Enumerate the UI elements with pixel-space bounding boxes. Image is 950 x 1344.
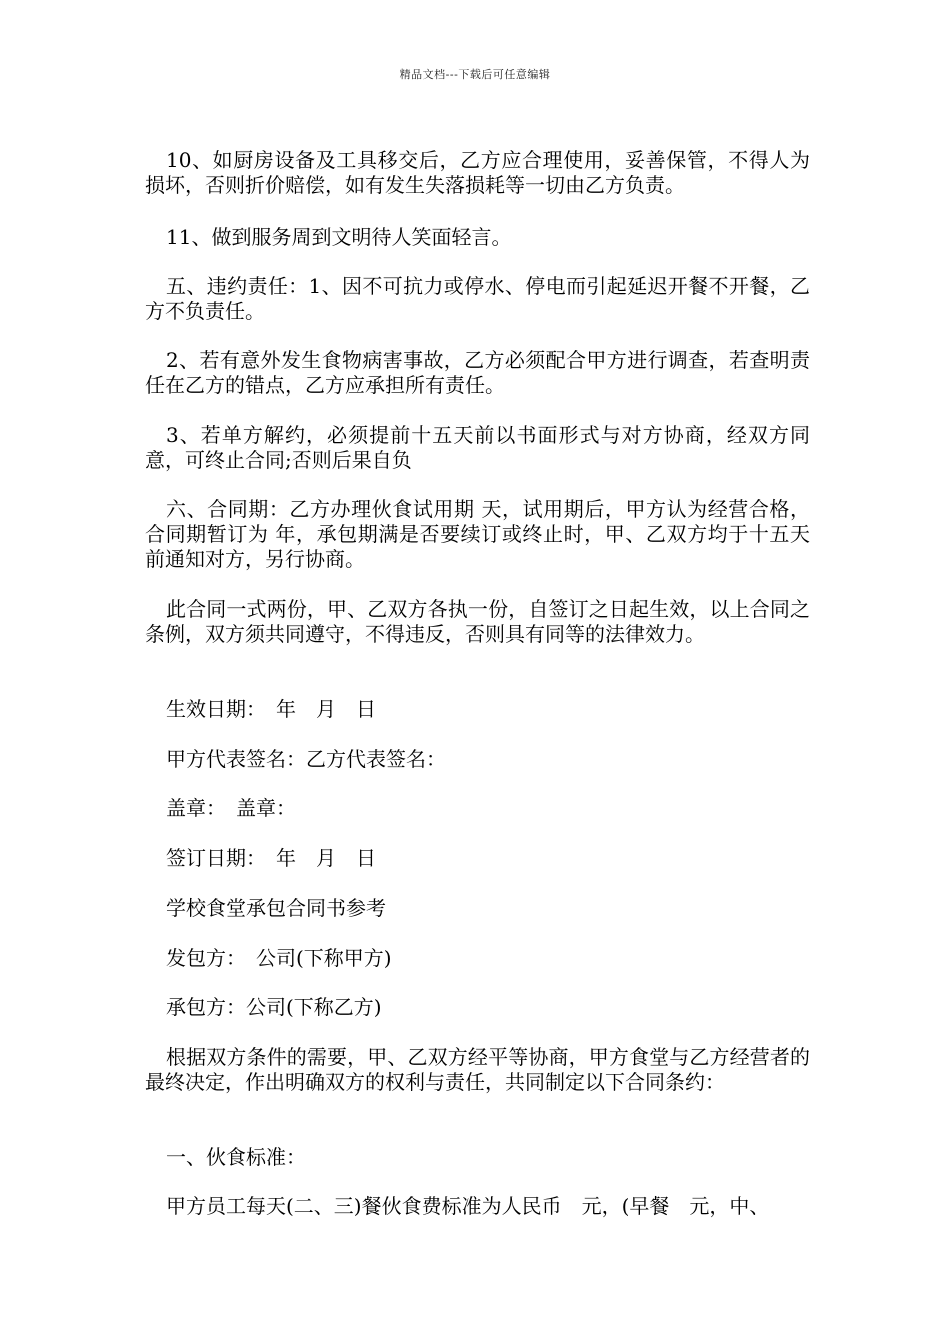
effective-date-line: 生效日期： 年 月 日 bbox=[166, 697, 376, 721]
contractor-party-b: 承包方：公司(下称乙方) bbox=[166, 995, 382, 1019]
contractor-party-a: 发包方： 公司(下称甲方) bbox=[166, 946, 392, 970]
paragraph-contract-period: 六、合同期：乙方办理伙食试用期 天，试用期后，甲方认为经营合格，合同期暂订为 年，承包期满是否要续订或终止时，甲、乙双方均于十五天前通知对方，另行协商。 bbox=[145, 497, 810, 571]
signature-line: 甲方代表签名：乙方代表签名： bbox=[166, 747, 446, 771]
paragraph-meal-fee: 甲方员工每天(二、三)餐伙食费标准为人民币 元，(早餐 元，中、 bbox=[166, 1194, 770, 1218]
paragraph-unilateral-termination: 3、若单方解约，必须提前十五天前以书面形式与对方协商，经双方同意，可终止合同;否则后果自负 bbox=[145, 423, 810, 472]
paragraph-clause-10: 10、如厨房设备及工具移交后，乙方应合理使用，妥善保管，不得人为损坏，否则折价赔偿，如有发生失落损耗等一切由乙方负责。 bbox=[145, 148, 810, 197]
paragraph-clause-11: 11、做到服务周到文明待人笑面轻言。 bbox=[166, 225, 512, 249]
heading-meal-standard: 一、伙食标准： bbox=[166, 1145, 306, 1169]
section-title: 学校食堂承包合同书参考 bbox=[166, 896, 386, 920]
seal-line: 盖章： 盖章： bbox=[166, 796, 296, 820]
paragraph-food-incident: 2、若有意外发生食物病害事故，乙方必须配合甲方进行调查，若查明责任在乙方的错点，乙方应承担所有责任。 bbox=[145, 348, 810, 397]
paragraph-contract-copies: 此合同一式两份，甲、乙双方各执一份，自签订之日起生效，以上合同之条例，双方须共同遵守，不得违反，否则具有同等的法律效力。 bbox=[145, 597, 810, 646]
paragraph-breach-liability: 五、违约责任：1、因不可抗力或停水、停电而引起延迟开餐不开餐，乙方不负责任。 bbox=[145, 274, 810, 323]
paragraph-preamble: 根据双方条件的需要，甲、乙双方经平等协商，甲方食堂与乙方经营者的最终决定，作出明确双方的权利与责任，共同制定以下合同条约： bbox=[145, 1045, 810, 1094]
page-header: 精品文档---下载后可任意编辑 bbox=[399, 68, 551, 81]
signing-date-line: 签订日期： 年 月 日 bbox=[166, 846, 376, 870]
